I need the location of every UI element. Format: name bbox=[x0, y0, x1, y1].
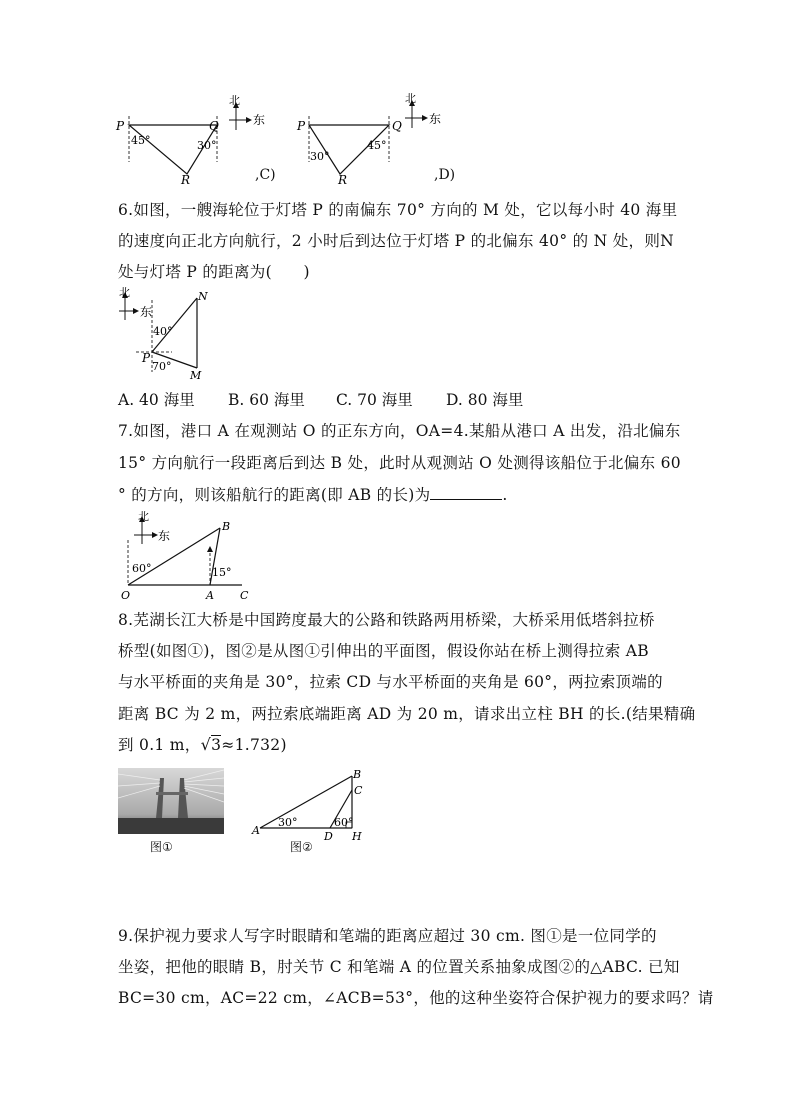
option-d-label: ,D) bbox=[434, 167, 456, 183]
q6-options bbox=[118, 390, 538, 410]
q8-line-5-prefix: 到 0.1 m， bbox=[118, 736, 201, 754]
label-q: Q bbox=[209, 119, 219, 133]
label-p: P bbox=[297, 119, 306, 133]
option-c[interactable]: C. 70 海里 bbox=[336, 391, 413, 409]
q9-line-1: 9.保护视力要求人写字时眼睛和笔端的距离应超过 30 cm. 图①是一位同学的 bbox=[118, 927, 657, 945]
label-a: A bbox=[252, 824, 260, 837]
q6-line-2: 的速度向正北方向航行，2 小时后到达位于灯塔 P 的北偏东 40° 的 N 处，则N bbox=[118, 232, 674, 250]
label-d: D bbox=[324, 830, 333, 843]
q7-line-1: 7.如图，港口 A 在观测站 O 的正东方向，OA=4.某船从港口 A 出发，沿北偏东 bbox=[118, 422, 681, 440]
label-q: Q bbox=[392, 119, 402, 133]
label-m: M bbox=[190, 369, 202, 382]
q7-line-3-end: . bbox=[502, 486, 508, 504]
label-r: R bbox=[338, 173, 348, 187]
angle-q: 30° bbox=[197, 139, 217, 152]
q9-line-2: 坐姿，把他的眼睛 B，肘关节 C 和笔端 A 的位置关系抽象成图②的△ABC. 已知 bbox=[118, 958, 680, 976]
label-h: H bbox=[352, 830, 362, 843]
q7-line-3-text: ° 的方向，则该船航行的距离(即 AB 的长)为 bbox=[118, 486, 431, 504]
q8-line-1: 8.芜湖长江大桥是中国跨度最大的公路和铁路两用桥梁，大桥采用低塔斜拉桥 bbox=[118, 611, 655, 629]
east-label: 东 bbox=[140, 305, 153, 319]
north-label: 北 bbox=[229, 94, 240, 107]
north-label: 北 bbox=[138, 510, 149, 523]
caption-figure-2: 图② bbox=[290, 840, 313, 854]
bridge-photo bbox=[118, 768, 224, 834]
option-d[interactable]: D. 80 海里 bbox=[446, 391, 524, 409]
angle-60: 60° bbox=[334, 816, 354, 829]
label-c: C bbox=[354, 784, 363, 797]
q8-line-3: 与水平桥面的夹角是 30°，拉索 CD 与水平桥面的夹角是 60°，两拉索顶端的 bbox=[118, 673, 663, 691]
angle-40: 40° bbox=[153, 325, 173, 338]
east-label: 东 bbox=[429, 112, 442, 126]
q8-line-5 bbox=[118, 735, 287, 755]
label-c: C bbox=[240, 589, 249, 602]
q8-line-2: 桥型(如图①)，图②是从图①引伸出的平面图，假设你站在桥上测得拉索 AB bbox=[118, 642, 649, 660]
east-label: 东 bbox=[158, 529, 171, 543]
angle-q: 45° bbox=[367, 139, 387, 152]
q9-line-3: BC=30 cm，AC=22 cm，∠ACB=53°，他的这种坐姿符合保护视力的要求吗？请 bbox=[118, 989, 714, 1007]
label-n: N bbox=[198, 290, 208, 303]
label-a: A bbox=[206, 589, 214, 602]
label-b: B bbox=[222, 520, 231, 533]
option-b[interactable]: B. 60 海里 bbox=[228, 391, 305, 409]
q6-line-3: 处与灯塔 P 的距离为( ) bbox=[118, 263, 310, 281]
option-a[interactable]: A. 40 海里 bbox=[118, 391, 195, 409]
label-r: R bbox=[181, 173, 191, 187]
angle-70: 70° bbox=[152, 360, 172, 373]
q8-line-4: 距离 BC 为 2 m，两拉索底端距离 AD 为 20 m，请求出立柱 BH 的长.(结果精确 bbox=[118, 705, 696, 723]
figure-q7 bbox=[118, 510, 250, 602]
label-b: B bbox=[353, 768, 362, 781]
option-c-label: ,C) bbox=[255, 167, 276, 183]
north-label: 北 bbox=[405, 92, 416, 105]
q6-line-1: 6.如图，一艘海轮位于灯塔 P 的南偏东 70° 方向的 M 处，它以每小时 40 海里 bbox=[118, 201, 678, 219]
angle-30: 30° bbox=[278, 816, 298, 829]
angle-p: 45° bbox=[131, 134, 151, 147]
label-o: O bbox=[121, 589, 131, 602]
q7-line-3 bbox=[118, 485, 508, 505]
caption-figure-1: 图① bbox=[150, 840, 173, 854]
angle-p: 30° bbox=[310, 150, 330, 163]
label-p: P bbox=[142, 351, 151, 365]
sqrt-sign: √ bbox=[200, 735, 212, 754]
angle-60: 60° bbox=[132, 562, 152, 575]
label-p: P bbox=[116, 119, 125, 133]
sqrt-radicand: 3 bbox=[211, 736, 222, 754]
figure-q8 bbox=[248, 768, 368, 843]
q8-line-5-suffix: ≈1.732) bbox=[221, 736, 287, 754]
angle-15: 15° bbox=[212, 566, 232, 579]
east-label: 东 bbox=[253, 113, 266, 127]
north-label: 北 bbox=[119, 286, 130, 299]
q7-line-2: 15° 方向航行一段距离后到达 B 处，此时从观测站 O 处测得该船位于北偏东 60 bbox=[118, 454, 681, 472]
figure-q6 bbox=[116, 286, 226, 382]
answer-blank[interactable] bbox=[430, 485, 502, 500]
